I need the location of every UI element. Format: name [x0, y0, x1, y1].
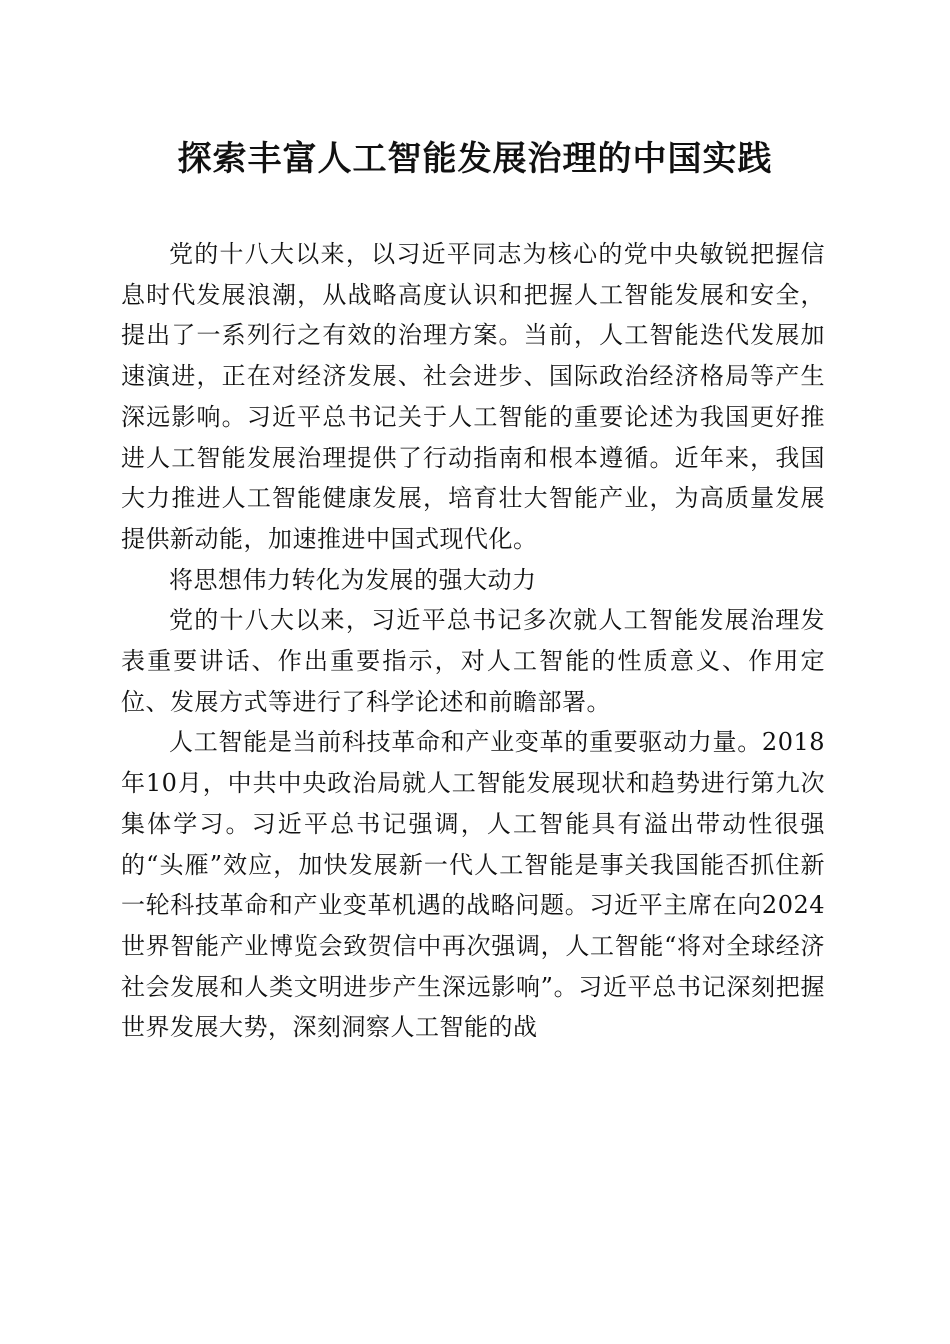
document-body: [121, 234, 825, 1048]
paragraph-intro: 党的十八大以来，以习近平同志为核心的党中央敏锐把握信息时代发展浪潮，从战略高度认识和把握人工智能发展和安全，提出了一系列行之有效的治理方案。当前，人工智能迭代发展加速演进，正在对经济发展、社会进步、国际政治经济格局等产生深远影响。习近平总书记关于人工智能的重要论述为我国更好推进人工智能发展治理提供了行动指南和根本遵循。近年来，我国大力推进人工智能健康发展，培育壮大智能产业，为高质量发展提供新动能，加速推进中国式现代化。: [121, 240, 825, 553]
section-heading: 将思想伟力转化为发展的强大动力: [169, 565, 537, 594]
document-title: 探索丰富人工智能发展治理的中国实践: [177, 139, 773, 179]
paragraph-speeches: 党的十八大以来，习近平总书记多次就人工智能发展治理发表重要讲话、作出重要指示，对人工智能的性质意义、作用定位、发展方式等进行了科学论述和前瞻部署。: [121, 606, 825, 716]
paragraph-driving-force: 人工智能是当前科技革命和产业变革的重要驱动力量。2018年10月，中共中央政治局就人工智能发展现状和趋势进行第九次集体学习。习近平总书记强调，人工智能具有溢出带动性很强的“头雁”效应，加快发展新一代人工智能是事关我国能否抓住新一轮科技革命和产业变革机遇的战略问题。习近平主席在向2024世界智能产业博览会致贺信中再次强调，人工智能“将对全球经济社会发展和人类文明进步产生深远影响”。习近平总书记深刻把握世界发展大势，深刻洞察人工智能的战: [121, 728, 825, 1042]
